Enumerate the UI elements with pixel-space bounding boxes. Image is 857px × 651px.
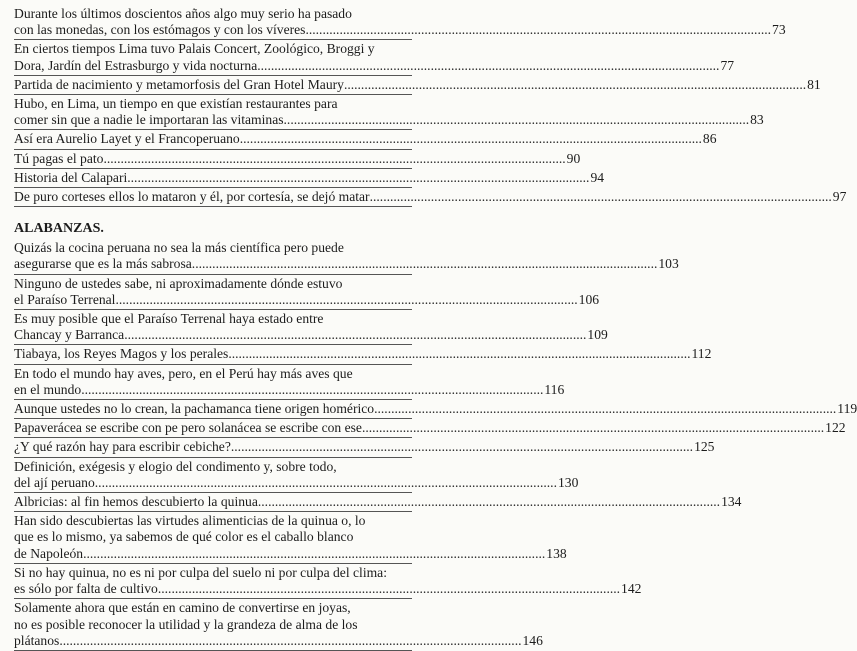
toc-entry-line: Hubo, en Lima, un tiempo en que existían restaurantes para	[14, 96, 338, 112]
toc-entry-line: Ninguno de ustedes sabe, ni aproximadamente dónde estuvo	[14, 275, 343, 291]
dot-leader	[258, 494, 720, 510]
dot-leader	[231, 439, 693, 455]
page-number: 146	[522, 632, 543, 648]
toc-entry	[14, 96, 764, 130]
toc-entry-line: En todo el mundo hay aves, pero, en el Perú hay más aves que	[14, 365, 353, 381]
toc-entry-line: es sólo por falta de cultivo	[14, 581, 158, 597]
dot-leader	[81, 382, 543, 398]
dot-leader	[103, 151, 565, 167]
page-number: 103	[658, 256, 679, 272]
toc-entry	[14, 189, 847, 207]
page-number: 130	[557, 474, 579, 490]
toc-entry	[14, 131, 717, 149]
toc-entry-line: ¿Y qué razón hay para escribir cebiche?	[14, 439, 231, 455]
toc-entry-line: Papaverácea se escribe con pe pero solanácea se escribe con ese	[14, 420, 362, 436]
toc-entry-last-line	[14, 189, 847, 205]
page-number: 125	[694, 439, 715, 455]
toc-entry-last-line	[14, 169, 605, 186]
dot-leader	[287, 112, 749, 128]
toc-entry	[14, 513, 567, 564]
page-number: 134	[721, 494, 742, 510]
toc-entry	[14, 169, 605, 188]
toc-entry	[14, 401, 857, 419]
toc-entry	[14, 494, 742, 512]
toc-entry-last-line	[14, 381, 565, 398]
dot-leader	[95, 475, 557, 491]
dot-leader	[362, 420, 824, 436]
toc-entry-last-line	[14, 632, 543, 649]
toc-group-2	[14, 240, 857, 651]
toc-entry-last-line	[14, 420, 846, 436]
toc-entry	[14, 240, 679, 274]
section-title: ALABANZAS.	[14, 221, 104, 237]
dot-leader	[83, 546, 545, 562]
dot-leader	[309, 22, 771, 38]
toc-entry	[14, 600, 543, 651]
toc-entry-line: el Paraíso Terrenal	[14, 291, 116, 307]
page-number: 81	[807, 76, 821, 92]
toc-entry-line: comer sin que a nadie le importaran las vitaminas.	[14, 112, 287, 128]
toc-entry	[14, 458, 579, 493]
toc-entry-line: en el mundo	[14, 381, 82, 397]
page-number: 86	[702, 131, 717, 147]
toc-entry-line: del ají peruano	[14, 474, 95, 490]
toc-entry-line: no es posible reconocer la utilidad y la grandeza de alma de los	[14, 616, 358, 632]
toc-entry-last-line	[14, 112, 764, 128]
toc-entry-line: Aunque ustedes no lo crean, la pachamanca tiene origen homérico	[14, 401, 375, 417]
page-number: 90	[566, 150, 581, 166]
toc-entry-line: plátanos	[14, 632, 60, 648]
toc-entry-last-line	[14, 346, 712, 362]
toc-entry-line: Quizás la cocina peruana no sea la más científica pero puede	[14, 240, 344, 256]
dot-leader	[115, 292, 577, 308]
toc-entry-line: Albricias: al fin hemos descubierto la quinua	[14, 494, 258, 510]
dot-leader	[344, 77, 806, 93]
dot-leader	[59, 633, 521, 649]
toc-entry-line: Tiabaya, los Reyes Magos y los perales	[14, 346, 229, 362]
toc-entry-line: Así era Aurelio Layet y el Francoperuano	[14, 131, 240, 147]
dot-leader	[370, 189, 832, 205]
toc-entry-line: Tú pagas el pato	[14, 150, 104, 166]
toc-entry	[14, 41, 735, 75]
toc-entry	[14, 275, 600, 310]
toc-entry-last-line	[14, 256, 679, 272]
page-number: 94	[590, 169, 605, 185]
dot-leader	[195, 256, 657, 272]
toc-entry	[14, 6, 786, 40]
page-number: 119	[837, 401, 857, 417]
toc-entry-line: Durante los últimos doscientos años algo muy serio ha pasado	[14, 6, 352, 21]
toc-entry-line: asegurarse que es la más sabrosa.	[14, 256, 196, 272]
dot-leader	[240, 131, 702, 147]
page-number: 138	[546, 545, 567, 561]
toc-entry-line: Chancay y Barranca	[14, 327, 125, 343]
page-number: 142	[621, 581, 642, 597]
page-number: 97	[832, 189, 847, 205]
toc-entry	[14, 439, 715, 457]
toc-entry-line: Es muy posible que el Paraíso Terrenal haya estado entre	[14, 311, 324, 327]
dot-leader	[374, 401, 836, 417]
toc-entry-last-line	[14, 545, 567, 562]
toc-entry-line: Partida de nacimiento y metamorfosis del Gran Hotel Maury	[14, 76, 344, 92]
toc-entry	[14, 150, 581, 169]
dot-leader	[158, 581, 620, 597]
toc-entry	[14, 346, 712, 364]
toc-entry-line: Historia del Calapari	[14, 169, 128, 185]
toc-entry-line: Definición, exégesis y elogio del condimento y, sobre todo,	[14, 458, 337, 474]
toc-entry-last-line	[14, 150, 581, 167]
page-number: 83	[750, 112, 764, 128]
page-number: 112	[691, 346, 712, 362]
toc-entry-last-line	[14, 494, 742, 510]
page-number: 122	[825, 420, 846, 436]
toc-entry-line: Solamente ahora que están en camino de convertirse en joyas,	[14, 600, 351, 616]
toc-entry-line: En ciertos tiempos Lima tuvo Palais Concert, Zoológico, Broggi y	[14, 41, 375, 57]
page-number: 73	[772, 22, 786, 38]
toc-entry	[14, 564, 642, 599]
dot-leader	[124, 327, 586, 343]
toc-entry-last-line	[14, 22, 786, 38]
toc-entry-last-line	[14, 76, 821, 93]
toc-entry-last-line	[14, 581, 642, 597]
page-number: 116	[544, 381, 565, 397]
toc-entry	[14, 420, 846, 438]
dot-leader	[127, 170, 589, 186]
toc-entry	[14, 365, 565, 400]
page-number: 106	[578, 291, 600, 307]
toc-entry-last-line	[14, 57, 735, 74]
dot-leader	[228, 346, 690, 362]
toc-entry-last-line	[14, 401, 857, 417]
page-number: 109	[587, 327, 608, 343]
toc-entry-line: con las monedas, con los estómagos y con los víveres.	[14, 22, 309, 38]
toc-entry-last-line	[14, 474, 579, 491]
dot-leader	[257, 58, 719, 74]
toc-entry-line: De puro corteses ellos lo mataron y él, por cortesía, se dejó matar	[14, 189, 370, 205]
toc-entry-last-line	[14, 131, 717, 147]
toc-entry-last-line	[14, 439, 715, 455]
toc-entry	[14, 311, 608, 345]
toc-entry-last-line	[14, 327, 608, 343]
toc-entry-line: de Napoleón	[14, 545, 84, 561]
toc-entry-last-line	[14, 291, 600, 308]
toc-entry-line: Si no hay quinua, no es ni por culpa del suelo ni por culpa del clima:	[14, 564, 387, 580]
toc-group-1	[14, 6, 847, 207]
toc-entry	[14, 76, 821, 95]
page-number: 77	[720, 57, 735, 73]
toc-entry-line: Dora, Jardín del Estrasburgo y vida nocturna	[14, 57, 258, 73]
toc-entry-line: Han sido descubiertas las virtudes alimenticias de la quinua o, lo	[14, 513, 366, 529]
toc-entry-line: que es lo mismo, ya sabemos de qué color es el caballo blanco	[14, 529, 354, 545]
